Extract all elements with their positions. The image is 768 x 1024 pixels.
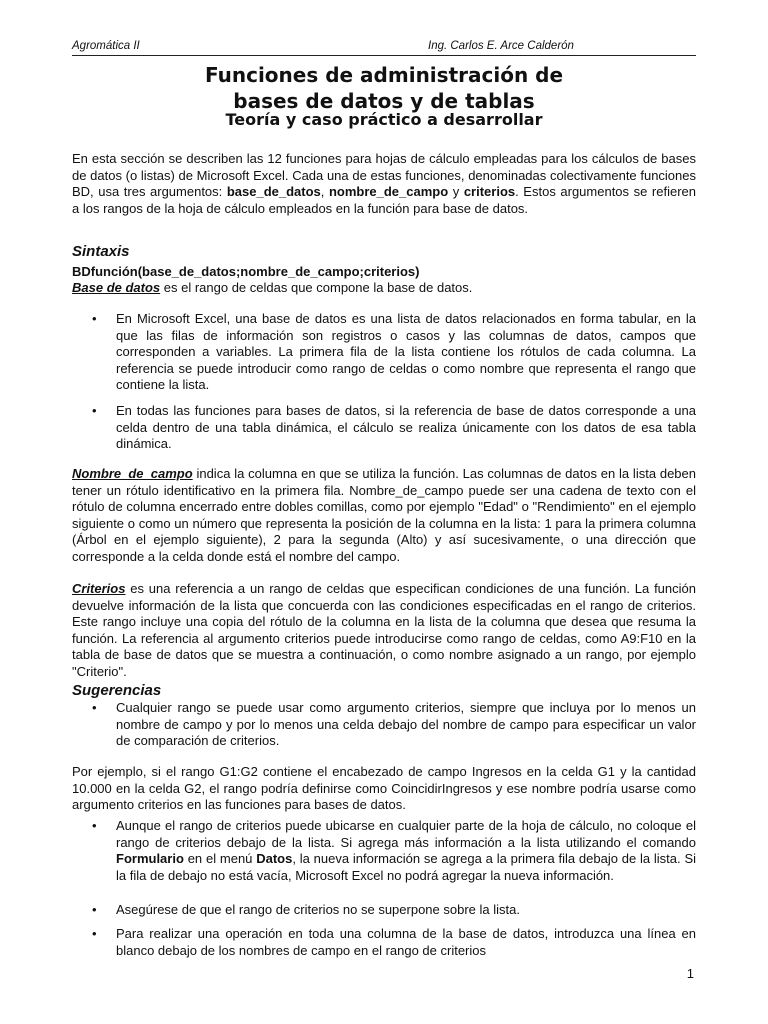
list-item: • Para realizar una operación en toda una columna de la base de datos, introduzca una línea en blanco debajo de los nombres de campo en el rango de criterios bbox=[92, 926, 696, 958]
bullet-icon: • bbox=[92, 403, 97, 418]
list-item: • Asegúrese de que el rango de criterios no se superpone sobre la lista. bbox=[92, 902, 520, 917]
sintaxis-heading: Sintaxis bbox=[72, 243, 130, 260]
list-item: • Cualquier rango se puede usar como argumento criterios, siempre que incluya por lo menos un nombre de campo y por lo menos una celda debajo del nombre de campo para especificar un valor de comparación de criterios. bbox=[92, 700, 696, 748]
term-base-de-datos: Base de datos bbox=[72, 280, 161, 295]
term-nombre-de-campo: Nombre_de_campo bbox=[72, 466, 193, 481]
bullet-icon: • bbox=[92, 700, 97, 715]
document-title bbox=[72, 62, 696, 114]
header-course: Agromática II bbox=[72, 40, 140, 52]
page-header bbox=[72, 40, 696, 56]
bullet-icon: • bbox=[92, 926, 97, 941]
header-author: Ing. Carlos E. Arce Calderón bbox=[428, 40, 574, 52]
title-line-1: Funciones de administración de bbox=[204, 63, 564, 87]
base-de-datos-definition: Base de datos es el rango de celdas que compone la base de datos. bbox=[72, 280, 473, 295]
sugerencias-heading: Sugerencias bbox=[72, 682, 162, 699]
list-item: • En todas las funciones para bases de datos, si la referencia de base de datos corresponde a una celda dentro de una tabla dinámica, el cálculo se realiza únicamente con los datos de esa tabla dinámica. bbox=[92, 403, 696, 451]
bullet-icon: • bbox=[92, 818, 97, 833]
menu-command-formulario: Formulario bbox=[116, 851, 184, 866]
arg-criterios: criterios bbox=[463, 184, 516, 199]
bullet-icon: • bbox=[92, 902, 97, 917]
intro-paragraph: En esta sección se describen las 12 funciones para hojas de cálculo empleadas para los cálculos de bases de datos (o listas) de Microsoft Excel. Cada una de estas funciones, denominadas colectivamente funciones BD, usa tres argumentos: base_de_datos, nombre_de_campo y criterios. Estos argumentos se refieren a los rangos de la hoja de cálculo empleados en la función para base de datos. bbox=[72, 151, 696, 216]
nombre-de-campo-paragraph: Nombre_de_campo indica la columna en que se utiliza la función. Las columnas de datos en la lista deben tener un rótulo identificativo en la primera fila. Nombre_de_campo puede ser una cadena de texto con el rótulo de columna encerrado entre dobles comillas, como por ejemplo "Edad" o "Rendimiento" en el ejemplo siguiente o como un número que representa la posición de la columna en la lista: 1 para la primera columna (Árbol en el ejemplo siguiente), 2 para la segunda (Alto) y así sucesivamente, o una dirección que corresponde a la celda donde está el nombre del campo. bbox=[72, 466, 696, 564]
arg-nombre-de-campo: nombre_de_campo bbox=[328, 184, 449, 199]
menu-datos: Datos bbox=[256, 851, 293, 866]
criterios-paragraph: Criterios es una referencia a un rango de celdas que especifican condiciones de una función. La función devuelve información de la lista que concuerda con las condiciones especificadas en el rango de criterios. Este rango incluye una copia del rótulo de la columna en la lista de la columna que desea que resuma la función. La referencia al argumento criterios puede introducirse como rango de celdas, como A9:F10 en la tabla de base de datos que se muestra a continuación, o como nombre asignado a un rango, por ejemplo "Criterio". bbox=[72, 581, 696, 679]
list-item: • En Microsoft Excel, una base de datos es una lista de datos relacionados en forma tabular, en la que las filas de información son registros o casos y las columnas de datos, campos que corresponden a variables. La primera fila de la lista contiene los rótulos de cada columna. La referencia se puede introducir como rango de celdas o como nombre que representa el rango que contiene la lista. bbox=[92, 311, 696, 392]
term-criterios: Criterios bbox=[72, 581, 126, 596]
title-line-2: bases de datos y de tablas bbox=[233, 89, 535, 113]
bullet-icon: • bbox=[92, 311, 97, 326]
example-paragraph: Por ejemplo, si el rango G1:G2 contiene el encabezado de campo Ingresos en la celda G1 y la cantidad 10.000 en la celda G2, el rango podría definirse como CoincidirIngresos y ese nombre podría usarse como argumento criterios en las funciones para bases de datos. bbox=[72, 764, 696, 812]
page-number: 1 bbox=[686, 966, 694, 981]
document-subtitle: Teoría y caso práctico a desarrollar bbox=[225, 110, 543, 129]
syntax-line: BDfunción(base_de_datos;nombre_de_campo;criterios) bbox=[72, 264, 420, 279]
arg-base-de-datos: base_de_datos bbox=[226, 184, 321, 199]
list-item: • Aunque el rango de criterios puede ubicarse en cualquier parte de la hoja de cálculo, no coloque el rango de criterios debajo de la lista. Si agrega más información a la lista utilizando el comando Formulario en el menú Datos, la nueva información se agrega a la primera fila debajo de la lista. Si la fila de debajo no está vacía, Microsoft Excel no podrá agregar la nueva información. bbox=[92, 818, 696, 883]
